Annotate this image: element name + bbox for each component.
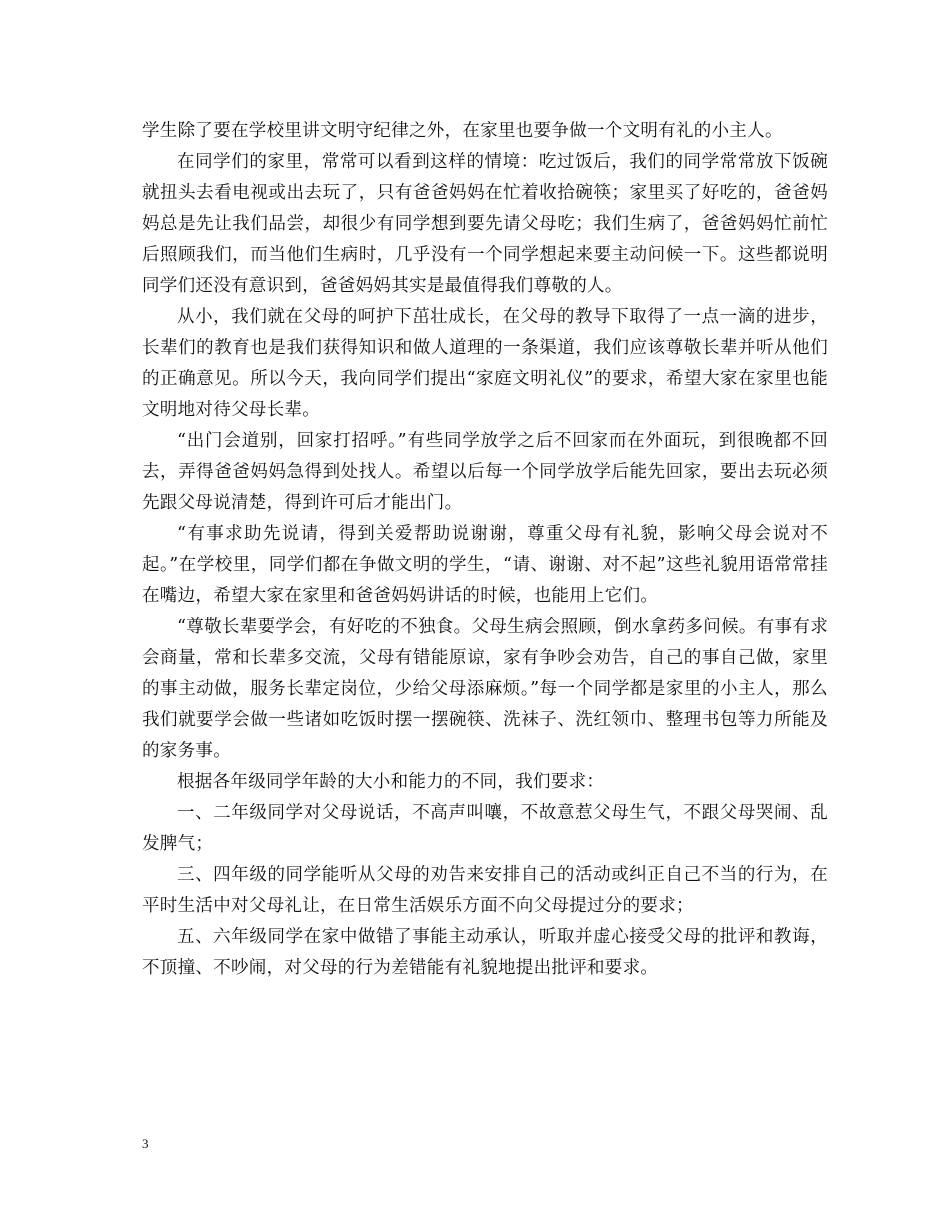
paragraph-3: 从小，我们就在父母的呵护下茁壮成长，在父母的教导下取得了一点一滴的进步，长辈们的教育也是我们获得知识和做人道理的一条渠道，我们应该尊敬长辈并听从他们的正确意见。所以今天，我向同学们提出“家庭文明礼仪”的要求，希望大家在家里也能文明地对待父母长辈。 (142, 307, 828, 420)
paragraph-5: “有事求助先说请，得到关爱帮助说谢谢，尊重父母有礼貌，影响父母会说对不起。”在学校里，同学们都在争做文明的学生，“请、谢谢、对不起”这些礼貌用语常常挂在嘴边，希望大家在家里和爸爸妈妈讲话的时候，也能用上它们。 (142, 524, 828, 606)
document-body (142, 116, 828, 984)
page-number: 3 (142, 1136, 149, 1151)
paragraph-9: 三、四年级的同学能听从父母的劝告来安排自己的活动或纠正自己不当的行为，在平时生活中对父母礼让，在日常生活娱乐方面不向父母提过分的要求； (142, 865, 828, 916)
paragraph-1: 学生除了要在学校里讲文明守纪律之外，在家里也要争做一个文明有礼的小主人。 (142, 121, 783, 141)
paragraph-6: “尊敬长辈要学会，有好吃的不独食。父母生病会照顾，倒水拿药多问候。有事有求会商量，常和长辈多交流，父母有错能原谅，家有争吵会劝告，自己的事自己做，家里的事主动做，服务长辈定岗位，少给父母添麻烦。”每一个同学都是家里的小主人，那么我们就要学会做一些诸如吃饭时摆一摆碗筷、洗袜子、洗红领巾、整理书包等力所能及的家务事。 (142, 617, 828, 761)
paragraph-2: 在同学们的家里，常常可以看到这样的情境：吃过饭后，我们的同学常常放下饭碗就扭头去看电视或出去玩了，只有爸爸妈妈在忙着收拾碗筷；家里买了好吃的，爸爸妈妈总是先让我们品尝，却很少有同学想到要先请父母吃；我们生病了，爸爸妈妈忙前忙后照顾我们，而当他们生病时，几乎没有一个同学想起来要主动问候一下。这些都说明同学们还没有意识到，爸爸妈妈其实是最值得我们尊敬的人。 (142, 152, 828, 296)
paragraph-7: 根据各年级同学年龄的大小和能力的不同，我们要求： (177, 772, 605, 792)
paragraph-10: 五、六年级同学在家中做错了事能主动承认，听取并虚心接受父母的批评和教诲，不顶撞、不吵闹，对父母的行为差错能有礼貌地提出批评和要求。 (142, 927, 828, 978)
paragraph-4: “出门会道别，回家打招呼。”有些同学放学之后不回家而在外面玩，到很晚都不回去，弄得爸爸妈妈急得到处找人。希望以后每一个同学放学后能先回家，要出去玩必须先跟父母说清楚，得到许可后才能出门。 (142, 431, 828, 513)
paragraph-8: 一、二年级同学对父母说话，不高声叫嚷，不故意惹父母生气，不跟父母哭闹、乱发脾气； (142, 803, 828, 854)
